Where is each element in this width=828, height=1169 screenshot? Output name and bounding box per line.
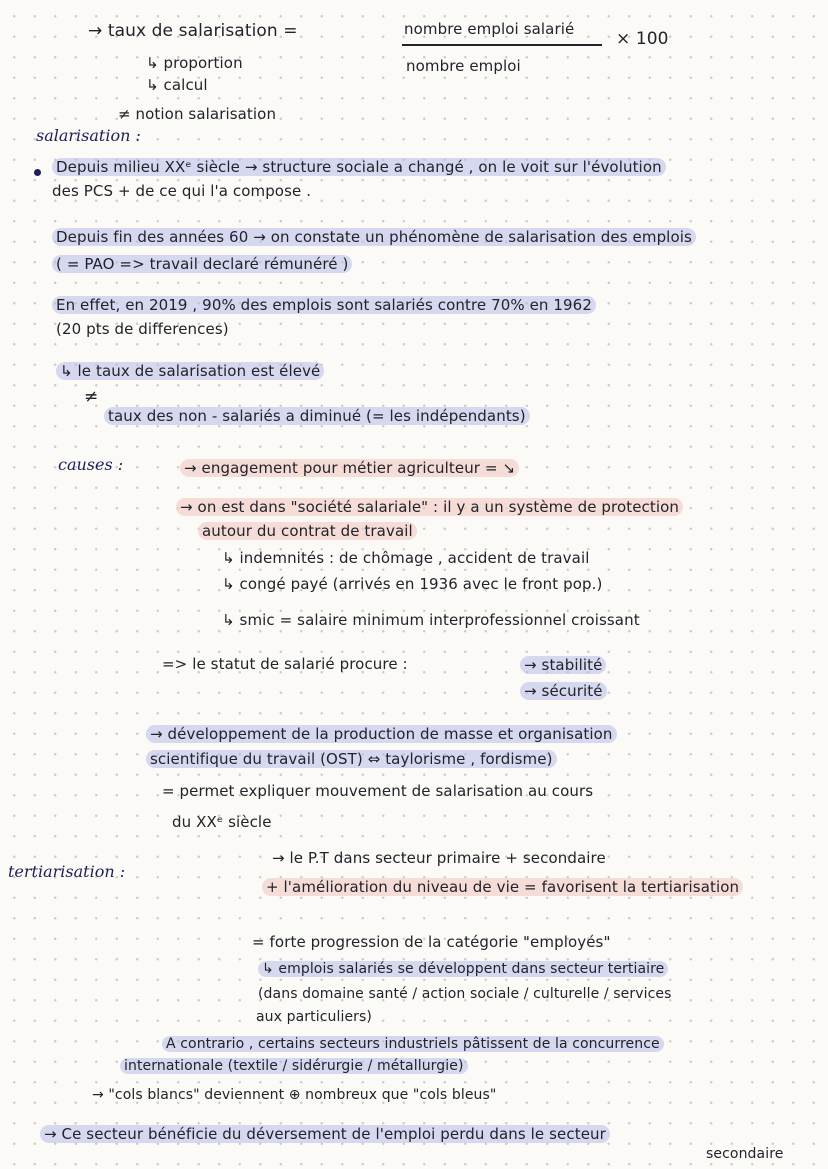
tertiarisation-9: → "cols blancs" deviennent ⊕ nombreux que "cols bleus" [92, 1087, 497, 1103]
salarisation-p1-line2: des PCS + de ce qui l'a compose . [52, 182, 312, 200]
cause-3-line3: = permet expliquer mouvement de salarisation au cours [162, 782, 594, 800]
tertiarisation-8: internationale (textile / sidérurgie / métallurgie) [120, 1055, 468, 1077]
tertiarisation-7: A contrario , certains secteurs industriels pâtissent de la concurrence [162, 1033, 664, 1055]
tertiarisation-10: → Ce secteur bénéficie du déversement de l'emploi perdu dans le secteur [40, 1123, 610, 1145]
cause-1: → engagement pour métier agriculteur = ↘ [180, 457, 519, 479]
fraction-bar [402, 44, 602, 46]
statut-line: => le statut de salarié procure : [162, 655, 408, 673]
tertiarisation-1: → le P.T dans secteur primaire + secondaire [272, 849, 606, 867]
bullet-dot [34, 169, 41, 176]
salarisation-p2-line2: ( = PAO => travail declaré rémunéré ) [52, 253, 352, 275]
salarisation-p2-line1: Depuis fin des années 60 → on constate un phénomène de salarisation des emplois [52, 226, 696, 248]
cause-2-line1: → on est dans "société salariale" : il y a un système de protection [176, 496, 683, 518]
heading-salarisation: salarisation : [36, 126, 141, 145]
salarisation-p3-line1: En effet, en 2019 , 90% des emplois sont salariés contre 70% en 1962 [52, 294, 596, 316]
formula-left: → taux de salarisation = [88, 21, 298, 41]
formula-sub-notion: ≠ notion salarisation [118, 105, 277, 123]
salarisation-p3-line2: (20 pts de differences) [56, 320, 229, 338]
heading-causes: causes : [58, 455, 124, 474]
cause-2-smic: ↳ smic = salaire minimum interprofessionnel croissant [222, 611, 640, 629]
salarisation-p1-line1: Depuis milieu XXᵉ siècle → structure sociale a changé , on le voit sur l'évolution [52, 156, 666, 178]
cause-2-conge: ↳ congé payé (arrivés en 1936 avec le front pop.) [222, 575, 603, 593]
cause-2-indemnites: ↳ indemnités : de chômage , accident de travail [222, 549, 590, 567]
formula-sub-proportion: ↳ proportion [146, 54, 243, 72]
formula-denominator: nombre emploi [406, 57, 521, 75]
cause-3-line1: → développement de la production de masse et organisation [146, 723, 617, 745]
cause-2-line2: autour du contrat de travail [198, 520, 417, 542]
heading-tertiarisation: tertiarisation : [8, 862, 126, 881]
not-equal-sign: ≠ [84, 387, 99, 407]
cause-3-line2: scientifique du travail (OST) ⇔ taylorisme , fordisme) [146, 748, 557, 770]
salarisation-p5: taux des non - salariés a diminué (= les indépendants) [104, 405, 530, 427]
tertiarisation-3: = forte progression de la catégorie "employés" [252, 933, 611, 951]
tertiarisation-4: ↳ emplois salariés se développent dans secteur tertiaire [258, 958, 668, 980]
tertiarisation-6: aux particuliers) [256, 1009, 372, 1025]
tertiarisation-2: + l'amélioration du niveau de vie = favorisent la tertiarisation [262, 876, 743, 898]
tertiarisation-11: secondaire [706, 1146, 784, 1162]
formula-sub-calcul: ↳ calcul [146, 76, 208, 94]
formula-multiplier: × 100 [616, 29, 669, 49]
statut-stabilite: → stabilité [520, 654, 606, 676]
tertiarisation-5: (dans domaine santé / action sociale / culturelle / services [258, 986, 672, 1002]
statut-securite: → sécurité [520, 680, 607, 702]
cause-3-line4: du XXᵉ siècle [172, 813, 272, 831]
salarisation-p4: ↳ le taux de salarisation est élevé [56, 360, 324, 382]
formula-numerator: nombre emploi salarié [404, 20, 575, 38]
